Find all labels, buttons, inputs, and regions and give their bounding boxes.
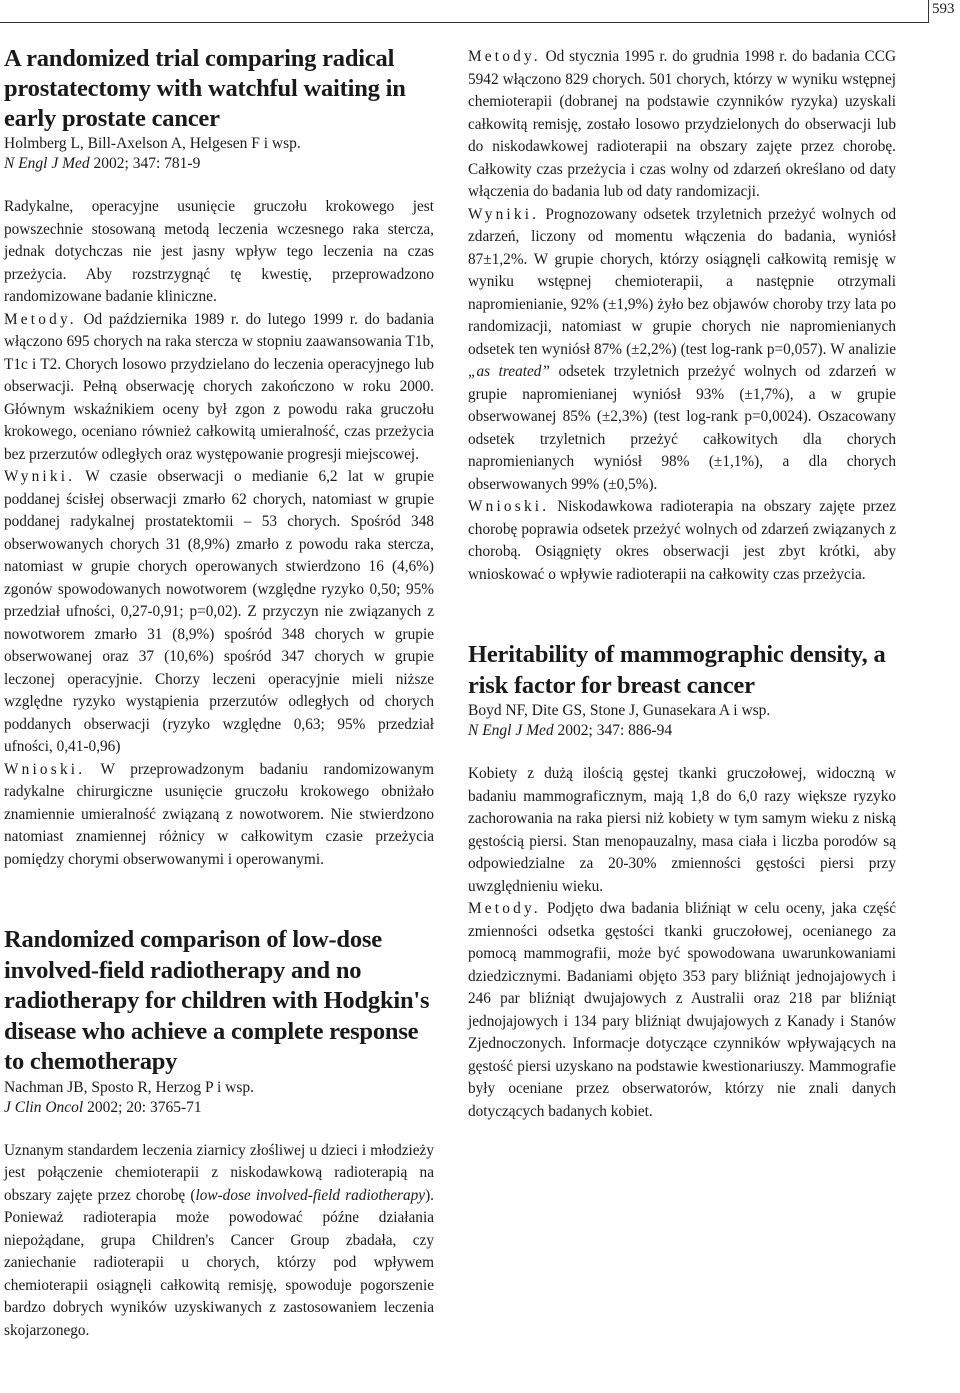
article-title: Randomized comparison of low-dose involved-field radiotherapy and no radiotherapy for children with Hodgkin's disease who achieve a complete response to chemotherapy xyxy=(4,926,430,1075)
citation-details: 2002; 347: 781-9 xyxy=(89,155,201,172)
right-column xyxy=(468,46,896,1123)
citation-details: 2002; 20: 3765-71 xyxy=(83,1098,202,1116)
results-text: Prognozowany odsetek trzyletnich przeżyć wolnych od zdarzeń, liczony od momentu włączenia do badania, wyniósł 87±1,2%. W grupie chorych, którzy osiągnęli całkowitą remisję w wyniku wstępnej chemioterapii, a następnie otrzymali napromienianie, 92% (±1,9%) żyło bez objawów choroby trzy lata po randomizacji, natomiast w grupie chorych nie napromienianych odsetek ten wyniósł 87% (±2,2%) (test log-rank p=0,057). W analizie xyxy=(468,205,896,358)
article-title: Heritability of mammographic density, a risk factor for breast cancer xyxy=(468,641,886,699)
conclusions-text: Niskodawkowa radioterapia na obszary zajęte przez chorobę poprawia odsetek przeżyć wolnych od zdarzeń związanych z chorobą. Osiągnięty okres obserwacji jest zbyt krótki, aby wnioskować o wpływie radioterapii na całkowity czas przeżycia. xyxy=(468,498,896,583)
methods-label: Metody. xyxy=(468,900,541,917)
article-citation xyxy=(468,721,896,741)
article-authors: Nachman JB, Sposto R, Herzog P i wsp. xyxy=(4,1078,254,1096)
article-hodgkin xyxy=(4,925,434,1342)
abstract-body-part-1 xyxy=(4,1140,434,1343)
methods-text: Podjęto dwa badania bliźniąt w celu oceny, jaka część zmienności odsetka gęstości tkanki gruczołowej, ocenianego za pomocą mammografii, może być spowodowana uwarunkowaniami dziedzicznymi. Badaniami objęto 353 pary bliźniąt jednojajowych i 246 par bliźniąt dwujajowych z Australii oraz 218 par bliźniąt jednojajowych i 134 pary bliźniąt dwujajowych z Kanady i Stanów Zjednoczonych. Informacje dotyczące czynników wpływających na gęstość piersi uzyskano na podstawie kwestionariuszy. Mammografie były oceniane przez obserwatorów, którzy nie znali danych dotyczących badanych kobiet. xyxy=(468,900,896,1120)
results-label: Wyniki. xyxy=(4,468,76,485)
results-text-end: odsetek trzyletnich przeżyć wolnych od zdarzeń w grupie napromienianej wyniósł 93% (±1,7%), a w grupie obserwowanej 85% (±2,3%) (test log-rank p=0,0024). Oszacowany odsetek trzyletnich przeżyć całkowitych dla chorych napromienianych wyniósł 98% (±1,1%), a dla chorych obserwowanych 99% (±0,5%). xyxy=(468,363,897,493)
article-mammographic-density xyxy=(468,640,896,1123)
abstract-intro: Kobiety z dużą ilością gęstej tkanki gruczołowej, widoczną w badaniu mammograficznym, mają 1,8 do 6,0 razy większe ryzyko zachorowania na raka piersi niż kobiety w tym samym wieku z niską gęstością piersi. Stan menopauzalny, masa ciała i liczba porodów są odpowiedzialne za 20-30% zmienności gęstości piersi przy uwzględnieniu wieku. xyxy=(468,765,896,895)
article-prostatectomy xyxy=(4,44,434,871)
methods-text: Od października 1989 r. do lutego 1999 r. do badania włączono 695 chorych na raka stercza w stopniu zaawansowania T1b, T1c i T2. Chorych losowo przydzielano do leczenia operacyjnego lub obserwacji. Pełną obserwację chorych zakończono w roku 2000. Głównym wskaźnikiem oceny był zgon z powodu raka gruczołu krokowego, oceniano również całkowitą umieralność, czas przeżycia bez przerzutów odległych oraz występowanie progresji miejscowej. xyxy=(4,310,434,463)
results-label: Wyniki. xyxy=(468,205,540,223)
citation-details: 2002; 347: 886-94 xyxy=(553,722,673,739)
article-hodgkin-continued xyxy=(468,46,896,586)
article-citation xyxy=(4,154,434,174)
abstract-body-part-2 xyxy=(468,46,896,586)
abstract-intro: Radykalne, operacyjne usunięcie gruczołu krokowego jest powszechnie stosowaną metodą leczenia wczesnego raka stercza, jednak dotychczas nie jest jasny wpływ tego leczenia na czas przeżycia. Aby rozstrzygnąć tę kwestię, przeprowadzono randomizowane badanie kliniczne. xyxy=(4,198,434,305)
journal-name: N Engl J Med xyxy=(468,722,554,739)
header-rule xyxy=(0,0,929,23)
abstract-intro-end: ). Ponieważ radioterapia może powodować późne działania niepożądane, grupa Children's Cancer Group zbadała, czy zaniechanie radioterapii u chorych, którzy pod wpływem chemioterapii osiągnęli całkowitą remisję, spowoduje pogorszenie bardzo dobrych wyników uzyskiwanych z zastosowaniem leczenia skojarzonego. xyxy=(4,1186,434,1339)
journal-name: N Engl J Med xyxy=(4,155,90,172)
results-text: W czasie obserwacji o medianie 6,2 lat w grupie poddanej ścisłej obserwacji zmarło 62 chorych, natomiast w grupie poddanej radykalnej prostatektomii – 53 chorych. Spośród 348 obserwowanych chorych 31 (8,9%) zmarło z powodu raka stercza, natomiast w grupie chorych operowanych stwierdzono 16 (4,6%) zgonów spowodowanych nowotworem (względne ryzyko 0,50; 95% przedział ufności, 0,27-0,91; p=0,02). Z przyczyn nie związanych z nowotworem zmarło 31 (8,9%) spośród 348 chorych w grupie obserwowanej oraz 37 (10,6%) spośród 347 chorych w grupie leczonej operacyjnie. Chorzy leczeni operacyjnie mieli niższe względne ryzyko wystąpienia przerzutów odległych od chorych poddanych obserwacji (ryzyko względne 0,63; 95% przedział ufności, 0,41-0,96) xyxy=(4,468,434,755)
abstract-body xyxy=(468,763,896,1123)
journal-name: J Clin Oncol xyxy=(4,1098,84,1116)
methods-label: Metody. xyxy=(468,48,541,65)
article-title: A randomized trial comparing radical prostatectomy with watchful waiting in early prostate cancer xyxy=(4,45,406,132)
page-number: 593 xyxy=(932,1,955,17)
abstract-intro: Uznanym standardem leczenia ziarnicy złośliwej u dzieci i młodzieży jest połączenie chemioterapii z niskodawkową radioterapią na obszary zajęte przez chorobę ( xyxy=(4,1141,434,1204)
abstract-intro-italic: low-dose involved-field radiotherapy xyxy=(195,1186,426,1204)
conclusions-label: Wnioski. xyxy=(468,498,550,515)
methods-label: Metody. xyxy=(4,310,77,328)
conclusions-text: W przeprowadzonym badaniu randomizowanym radykalne chirurgiczne usunięcie gruczołu krokowego obniżało znamiennie umieralność związaną z nowotworem. Nie stwierdzono natomiast znamiennej różnicy w całkowitym czasie przeżycia pomiędzy chorymi obserwowanymi i operowanymi. xyxy=(4,760,434,868)
methods-text: Od stycznia 1995 r. do grudnia 1998 r. do badania CCG 5942 włączono 829 chorych. 501 chorych, którzy w wyniku wstępnej chemioterapii (dobranej na podstawie czynników ryzyka) uzyskali całkowitą remisję, zostało losowo przydzielonych do obserwacji lub do niskodawkowej radioterapii na obszary zajęte przez chorobę. Całkowity czas przeżycia i czas wolny od zdarzeń określano od daty włączenia do badania lub od daty randomizacji. xyxy=(468,48,896,200)
article-citation xyxy=(4,1098,434,1118)
abstract-body xyxy=(4,196,434,871)
article-authors: Boyd NF, Dite GS, Stone J, Gunasekara A i wsp. xyxy=(468,702,771,719)
conclusions-label: Wnioski. xyxy=(4,760,86,778)
results-italic: „as treated” xyxy=(468,363,550,380)
article-authors: Holmberg L, Bill-Axelson A, Helgesen F i wsp. xyxy=(4,135,301,152)
left-column xyxy=(4,44,434,1342)
